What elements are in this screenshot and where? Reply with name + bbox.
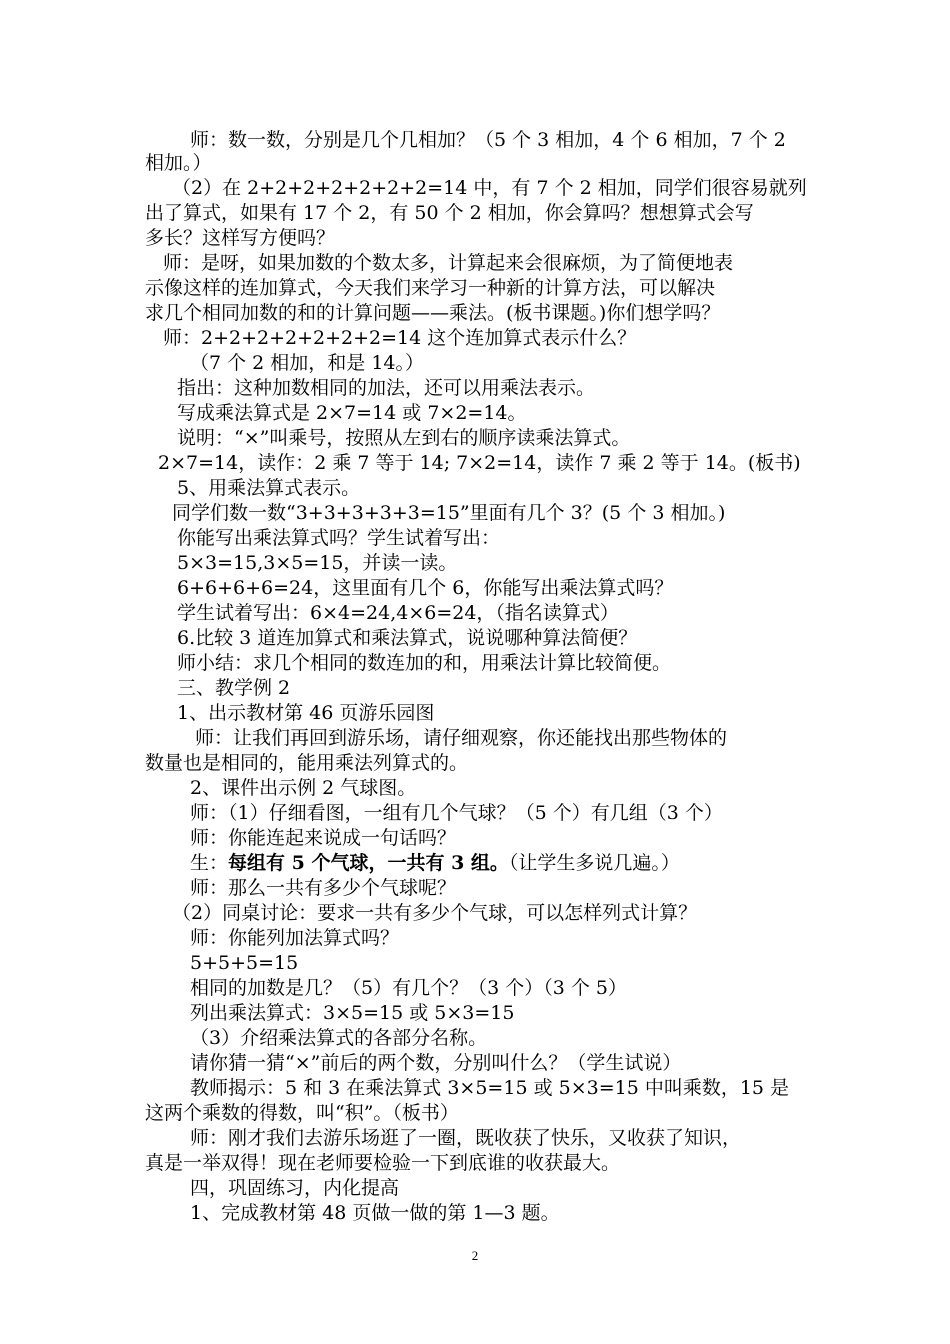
text-line: 同学们数一数“3+3+3+3+3=15”里面有几个 3？(5 个 3 相加。) (172, 502, 726, 524)
text-suffix: （让学生多说几遍。） (508, 852, 680, 874)
text-line: 相同的加数是几？（5）有几个？（3 个）（3 个 5） (190, 977, 627, 999)
bold-emphasis: 每组有 5 个气球，一共有 3 组。 (228, 852, 509, 874)
text-line: 师：数一数，分别是几个几相加？（5 个 3 相加，4 个 6 相加，7 个 2 (190, 129, 786, 151)
text-line: 6.比较 3 道连加算式和乘法算式，说说哪种算法简便？ (177, 627, 638, 649)
text-line: 相加。） (145, 152, 212, 174)
text-line: 1、出示教材第 46 页游乐园图 (177, 702, 435, 724)
section-heading: 三、教学例 2 (177, 677, 291, 699)
text-line: 示像这样的连加算式，今天我们来学习一种新的计算方法，可以解决 (145, 277, 716, 299)
text-line: 多长？这样写方便吗？ (145, 227, 336, 249)
text-line: （7 个 2 相加，和是 14。） (190, 352, 425, 374)
text-line: 师小结：求几个相同的数连加的和，用乘法计算比较简便。 (177, 652, 672, 674)
text-line: 师：2+2+2+2+2+2+2=14 这个连加算式表示什么？ (163, 327, 637, 349)
text-line: 5+5+5=15 (190, 952, 299, 974)
text-line: 6+6+6+6=24，这里面有几个 6，你能写出乘法算式吗？ (177, 577, 674, 599)
text-line: 写成乘法算式是 2×7=14 或 7×2=14。 (177, 402, 527, 424)
page-number: 2 (471, 1248, 479, 1263)
text-line: 2×7=14，读作：2 乘 7 等于 14; 7×2=14，读作 7 乘 2 等于 14。(板书) (158, 452, 801, 474)
text-line: （3）介绍乘法算式的各部分名称。 (190, 1027, 488, 1049)
text-line: 教师揭示：5 和 3 在乘法算式 3×5=15 或 5×3=15 中叫乘数，15 是 (190, 1077, 790, 1099)
text-line: 5、用乘法算式表示。 (177, 477, 361, 499)
text-line: 你能写出乘法算式吗？学生试着写出： (177, 527, 501, 549)
text-line: 师：那么一共有多少个气球呢？ (190, 877, 457, 899)
text-line: 求几个相同加数的和的计算问题——乘法。(板书课题。)你们想学吗？ (145, 302, 721, 324)
text-line: 5×3=15,3×5=15，并读一读。 (177, 552, 458, 574)
text-line: 指出：这种加数相同的加法，还可以用乘法表示。 (177, 377, 596, 399)
text-line: 说明：“×”叫乘号，按照从左到右的顺序读乘法算式。 (177, 427, 631, 449)
text-line: 出了算式，如果有 17 个 2，有 50 个 2 相加，你会算吗？想想算式会写 (145, 202, 754, 224)
text-line: 师：刚才我们去游乐场逛了一圈，既收获了快乐，又收获了知识， (190, 1127, 742, 1149)
text-line: 数量也是相同的，能用乘法列算式的。 (145, 752, 469, 774)
text-line: 师：你能列加法算式吗？ (190, 927, 400, 949)
text-line: 师：让我们再回到游乐场，请仔细观察，你还能找出那些物体的 (195, 727, 728, 749)
text-line: 这两个乘数的得数，叫“积”。（板书） (145, 1102, 459, 1124)
text-line: 真是一举双得！现在老师要检验一下到底谁的收获最大。 (145, 1152, 621, 1174)
text-line: 2、课件出示例 2 气球图。 (190, 777, 417, 799)
text-line: 师：你能连起来说成一句话吗？ (190, 827, 457, 849)
text-line: 1、完成教材第 48 页做一做的第 1—3 题。 (190, 1202, 560, 1224)
text-line: 列出乘法算式：3×5=15 或 5×3=15 (190, 1002, 515, 1024)
text-line: 师：（1）仔细看图，一组有几个气球？（5 个）有几组（3 个） (190, 802, 723, 824)
text-line: 请你猜一猜“×”前后的两个数，分别叫什么？（学生试说） (190, 1052, 682, 1074)
text-line: （2）在 2+2+2+2+2+2+2=14 中，有 7 个 2 相加，同学们很容易就列 (172, 177, 807, 199)
speaker-prefix: 生： (190, 852, 229, 874)
text-line-with-emphasis (190, 850, 680, 876)
text-line: （2）同桌讨论：要求一共有多少个气球，可以怎样列式计算？ (172, 902, 698, 924)
text-line: 师：是呀，如果加数的个数太多，计算起来会很麻烦，为了简便地表 (163, 252, 734, 274)
section-heading: 四，巩固练习，内化提高 (190, 1177, 400, 1199)
text-line: 学生试着写出：6×4=24,4×6=24，（指名读算式） (177, 602, 619, 624)
